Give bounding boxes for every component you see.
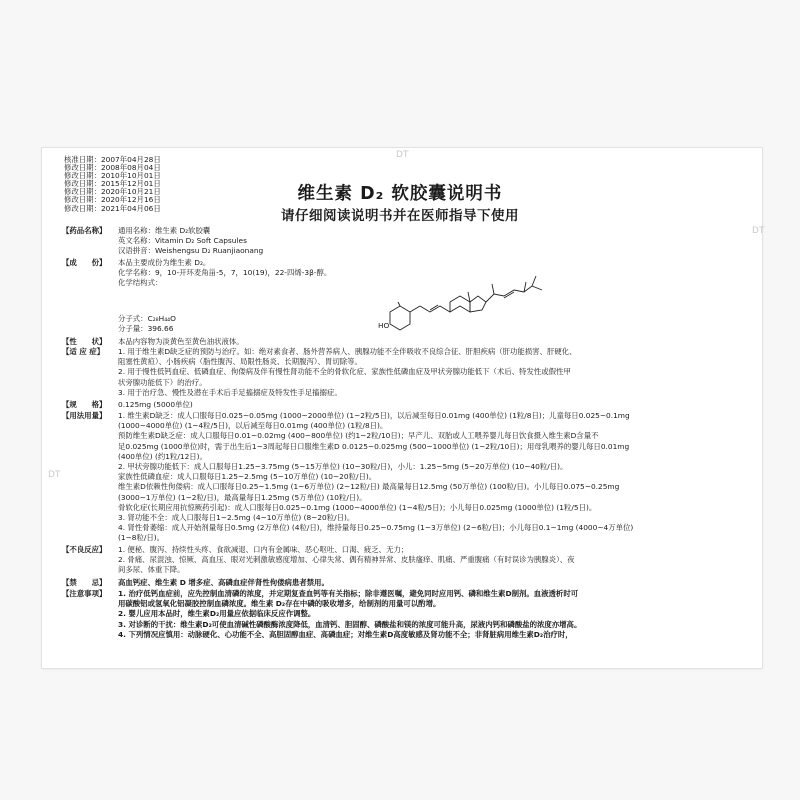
section-body bbox=[118, 337, 770, 347]
text-line: 3. 肾功能不全：成人口服每日1~2.5mg (4~10万单位) (8~20粒/日)。 bbox=[118, 513, 355, 523]
text-line: 间多尿、体重下降。 bbox=[118, 565, 185, 575]
text-line: (1000~4000单位) (1~4粒/5日)，以后减至每日0.01mg (400单位) (1粒/8日)。 bbox=[118, 421, 388, 431]
text-line: 1. 治疗低钙血症前，应先控制血清磷的浓度，并定期复查血钙等有关指标；除非遵医嘱，避免同时应用钙、磷和维生素D制剂。血液透析时可 bbox=[118, 589, 579, 598]
text-line: 4. 下列情况应慎用：动脉硬化、心功能不全、高胆固醇血症、高磷血症；对维生素D高度敏感及肾功能不全；非肾脏病用维生素D₂治疗时， bbox=[118, 629, 573, 639]
molecular-weight: 分子量：396.66 bbox=[118, 323, 174, 333]
text-line: 化学结构式： bbox=[118, 278, 163, 288]
text-line: 3. 用于治疗急、慢性及潜在手术后手足搐搦症及特发性手足搐搦症。 bbox=[118, 387, 342, 397]
revision-date: 修改日期：2008年08月04日 bbox=[64, 163, 161, 173]
revision-date: 核准日期：2007年04月28日 bbox=[64, 155, 161, 164]
text-line: 家族性低磷血症：成人口服每日1.25~2.5mg (5~10万单位) (10~20粒/日)。 bbox=[118, 472, 377, 482]
watermark: DT bbox=[48, 470, 61, 480]
chemical-structure bbox=[368, 264, 548, 340]
hydroxyl-label: HO bbox=[378, 321, 390, 330]
section-body bbox=[118, 347, 770, 398]
text-line: 通用名称：维生素 D₂软胶囊 bbox=[118, 226, 211, 235]
text-line: 1. 维生素D缺乏：成人口服每日0.025~0.05mg (1000~2000单位) (1~2粒/5日)，以后减至每日0.01mg (400单位) (1粒/8日)；儿童每日0.025~0.1mg bbox=[118, 411, 630, 420]
text-line: (3000~1万单位) (1~2粒/日)，最高量每日1.25mg (5万单位) (10粒/日)。 bbox=[118, 492, 367, 502]
text-line: 预防维生素D缺乏症：成人口服每日0.01~0.02mg (400~800单位) (约1~2粒/10日)；早产儿、双胎或人工喂养婴儿每日饮食摄入维生素D含量不 bbox=[118, 431, 599, 441]
section-label: 【注意事项】 bbox=[62, 589, 107, 598]
text-line: 2. 婴儿应用本品时，维生素D₂用量应依据临床反应作调整。 bbox=[118, 609, 316, 619]
text-line: 足0.025mg (1000单位)时，需于出生后1~3周起每日口服维生素D 0.0125~0.025mg (500~1000单位) (1~2粒/10日)；用母乳喂养的婴儿每日0.01mg bbox=[118, 441, 630, 451]
text-line: 用碳酸铝或氢氧化铝凝胶控制血磷浓度。维生素 D₂存在中磷的吸收增多，给制剂的用量可以酌增。 bbox=[118, 599, 441, 609]
molecular-formula: 分子式：C₂₈H₄₄O bbox=[118, 313, 176, 323]
text-line: 2. 骨痛、尿混浊、惊厥、高血压、眼对光刺激敏感度增加、心律失常、偶有精神异常、皮肤瘙痒、肌痛、严重腹痛（有时误诊为胰腺炎）、夜 bbox=[118, 555, 575, 565]
text-line: 骨软化症(长期应用抗惊厥药引起)：成人口服每日0.025~0.1mg (1000~4000单位) (1~4粒/5日)；小儿每日0.025mg (1000单位) (1粒/5日)。 bbox=[118, 502, 597, 512]
section-label: 【成 份】 bbox=[62, 258, 107, 267]
text-line: 1. 便秘、腹泻、持续性头疼、食欲减退、口内有金属味、恶心呕吐、口渴、疲乏、无力； bbox=[118, 545, 409, 554]
section-body bbox=[118, 226, 770, 257]
section-body bbox=[118, 411, 770, 544]
section-body bbox=[118, 589, 770, 640]
section-label: 【规 格】 bbox=[62, 400, 107, 409]
text-line: 英文名称：Vitamin D₂ Soft Capsules bbox=[118, 236, 247, 246]
text-line: (1~8粒/日)。 bbox=[118, 533, 165, 543]
watermark: DT bbox=[752, 226, 765, 236]
text-line: 本品主要成份为维生素 D₂。 bbox=[118, 258, 211, 267]
text-line: 本品内容物为淡黄色至黄色油状液体。 bbox=[118, 337, 244, 346]
text-line: 2. 甲状旁腺功能低下：成人口服每日1.25~3.75mg (5~15万单位) (10~30粒/日)，小儿：1.25~5mg (5~20万单位) (10~40粒/日)。 bbox=[118, 462, 568, 472]
text-line: 3. 对诊断的干扰：维生素D₂可使血清碱性磷酸酶浓度降低，血清钙、胆固醇、磷酸盐和镁的浓度可能升高，尿液内钙和磷酸盐的浓度亦增高。 bbox=[118, 619, 582, 629]
section-label: 【适 应 症】 bbox=[62, 347, 105, 356]
text-line: (400单位) (约1粒/12日)。 bbox=[118, 451, 207, 461]
section-label: 【药品名称】 bbox=[62, 226, 107, 235]
text-line: 状旁腺功能低下）的治疗。 bbox=[118, 377, 207, 387]
text-line: 1. 用于维生素D缺乏症的预防与治疗。如：绝对素食者、肠外营养病人、胰腺功能不全伴吸收不良综合征、肝胆疾病（肝功能损害、肝硬化、 bbox=[118, 347, 577, 356]
section-label: 【禁 忌】 bbox=[62, 578, 107, 587]
text-line: 高血钙症、维生素 D 增多症、高磷血症伴肾性佝偻病患者禁用。 bbox=[118, 578, 329, 587]
section-body bbox=[118, 545, 770, 576]
section-label: 【不良反应】 bbox=[62, 545, 107, 554]
text-line: 化学名称：9，10-开环麦角甾-5，7，10(19)，22-四烯-3β-醇。 bbox=[118, 268, 332, 278]
leaflet-subtitle: 请仔细阅读说明书并在医师指导下使用 bbox=[281, 208, 519, 224]
text-line: 维生素D依赖性佝偻病：成人口服每日0.25~1.5mg (1~6万单位) (2~12粒/日) 最高量每日12.5mg (50万单位) (100粒/日)。小儿每日0.075~0.25mg bbox=[118, 482, 620, 492]
revision-date: 修改日期：2010年10月01日 bbox=[64, 171, 161, 181]
text-line: 2. 用于慢性低钙血症、低磷血症、佝偻病及伴有慢性肾功能不全的骨软化症、家族性低磷血症及甲状旁腺功能低下（术后、特发性或假性甲 bbox=[118, 367, 571, 377]
revision-date: 修改日期：2020年12月16日 bbox=[64, 195, 161, 205]
leaflet-title: 维生素 D₂ 软胶囊说明书 bbox=[297, 184, 503, 204]
revision-date: 修改日期：2015年12月01日 bbox=[64, 179, 161, 189]
section-body bbox=[118, 400, 770, 410]
revision-date: 修改日期：2020年10月21日 bbox=[64, 187, 161, 197]
text-line: 阻塞性黄疸）、小肠疾病（脂性腹泻、局限性肠炎、长期腹泻）、胃切除等。 bbox=[118, 357, 362, 367]
watermark: DT bbox=[396, 150, 409, 160]
text-line: 4. 肾性骨萎缩：成人开始剂量每日0.5mg (2万单位) (4粒/日)，维持量每日0.25~0.75mg (1~3万单位) (2~6粒/日)；小儿每日0.1~1mg (4000~4万单位) bbox=[118, 523, 634, 533]
section-label: 【用法用量】 bbox=[62, 411, 107, 420]
text-line: 汉语拼音：Weishengsu D₂ Ruanjiaonang bbox=[118, 246, 264, 256]
section-label: 【性 状】 bbox=[62, 337, 107, 346]
revision-date: 修改日期：2021年04月06日 bbox=[64, 203, 161, 213]
section-body bbox=[118, 578, 770, 588]
text-line: 0.125mg (5000单位) bbox=[118, 400, 193, 409]
